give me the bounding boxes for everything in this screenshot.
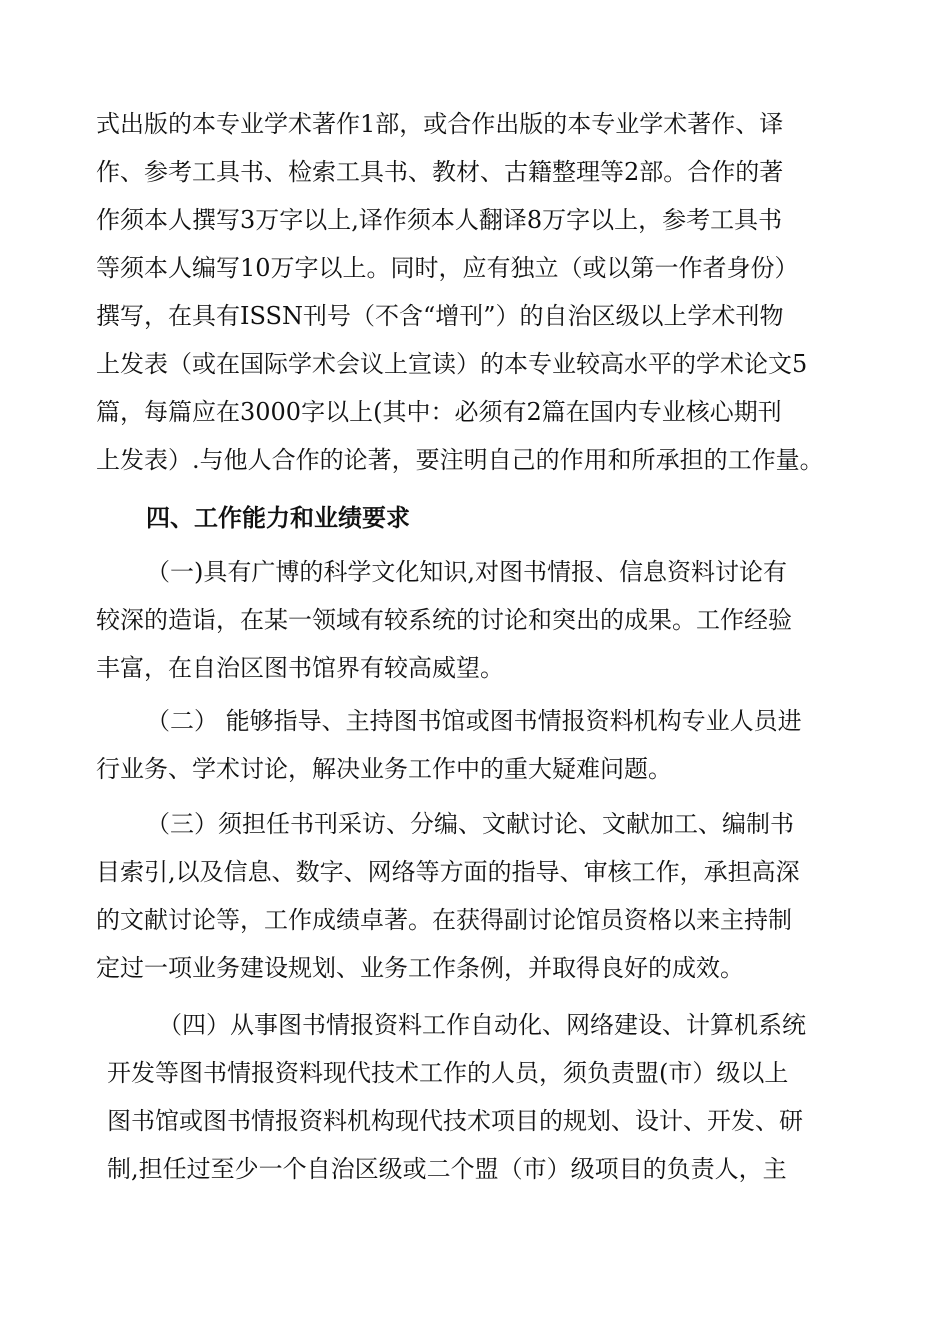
body-line-17: 的文献讨论等，工作成绩卓著。在获得副讨论馆员资格以来主持制 [96, 906, 792, 934]
body-line-8: 上发表）.与他人合作的论著，要注明自己的作用和所承担的工作量。 [96, 446, 824, 474]
body-line-4: 等须本人编写10万字以上。同时，应有独立（或以第一作者身份） [96, 254, 799, 282]
body-line-16: 目索引,以及信息、数字、网络等方面的指导、审核工作，承担高深 [96, 858, 800, 886]
body-line-12: 丰富，在自治区图书馆界有较高威望。 [96, 654, 504, 682]
body-line-5: 撰写，在具有ISSN刊号（不含“增刊”）的自治区级以上学术刊物 [96, 302, 784, 330]
body-line-14: 行业务、学术讨论，解决业务工作中的重大疑难问题。 [96, 755, 672, 783]
body-line-1: 式出版的本专业学术著作1部，或合作出版的本专业学术著作、译 [96, 110, 784, 138]
body-line-13: （二） 能够指导、主持图书馆或图书情报资料机构专业人员进 [146, 707, 802, 735]
body-line-15: （三）须担任书刊采访、分编、文献讨论、文献加工、编制书 [146, 810, 794, 838]
body-line-19: （四）从事图书情报资料工作自动化、网络建设、计算机系统 [158, 1011, 806, 1039]
body-line-2: 作、参考工具书、检索工具书、教材、古籍整理等2部。合作的著 [96, 158, 784, 186]
body-line-22: 制,担任过至少一个自治区级或二个盟（市）级项目的负责人，主 [107, 1155, 787, 1183]
body-line-18: 定过一项业务建设规划、业务工作条例，并取得良好的成效。 [96, 954, 744, 982]
body-line-10: （一)具有广博的科学文化知识,对图书情报、信息资料讨论有 [146, 558, 787, 586]
body-line-6: 上发表（或在国际学术会议上宣读）的本专业较高水平的学术论文5 [96, 350, 808, 378]
body-line-3: 作须本人撰写3万字以上,译作须本人翻译8万字以上，参考工具书 [96, 206, 783, 234]
body-line-20: 开发等图书情报资料现代技术工作的人员，须负责盟(市）级以上 [107, 1059, 789, 1087]
body-line-7: 篇，每篇应在3000字以上(其中：必须有2篇在国内专业核心期刊 [96, 398, 782, 426]
body-line-11: 较深的造诣，在某一领域有较系统的讨论和突出的成果。工作经验 [96, 606, 792, 634]
section-heading: 四、工作能力和业绩要求 [146, 504, 410, 532]
body-line-21: 图书馆或图书情报资料机构现代技术项目的规划、设计、开发、研 [107, 1107, 803, 1135]
